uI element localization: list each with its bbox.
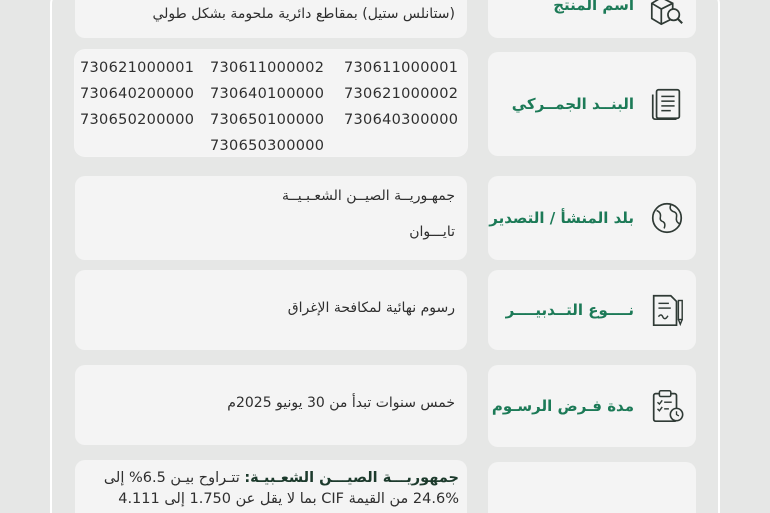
product-name-value-card	[75, 0, 467, 38]
duty-rates-line2: 24.6% من القيمة CIF بما لا يقل عن 1.750 إلى 4.111	[118, 491, 459, 507]
customs-code: 730640200000	[80, 86, 195, 102]
customs-codes-grid	[80, 58, 462, 156]
document-list-icon	[648, 85, 686, 123]
product-name-value: (ستانلس ستيل) بمقاطع دائرية ملحومة بشكل طولي	[152, 6, 455, 22]
origin-country-china: جمهـوريــة الصيــن الشعـبـيــة	[282, 188, 455, 204]
document-pen-icon	[648, 291, 686, 329]
customs-code: 730650200000	[80, 112, 195, 128]
origin-country-label: بلد المنشأ / التصدير	[489, 209, 634, 227]
duty-period-label: مدة فـرض الرسـوم	[491, 397, 634, 415]
magnifier-box-icon	[648, 0, 686, 28]
measure-type-value-card	[75, 270, 467, 350]
duty-rates-range: تتـراوح بيـن 6.5% إلى	[103, 470, 240, 486]
customs-code: 730611000002	[210, 60, 325, 76]
customs-code: 730650100000	[210, 112, 325, 128]
globe-icon	[648, 199, 686, 237]
product-name-label: اسم المنتج	[553, 0, 634, 14]
duty-period-value-card	[75, 365, 467, 445]
customs-code: 730621000002	[344, 86, 459, 102]
origin-country-label-card	[488, 176, 696, 260]
product-name-label-card	[488, 0, 696, 38]
measure-type-label: نــــوع التــدبيــــر	[505, 301, 634, 319]
customs-code: 730650300000	[210, 138, 325, 154]
customs-code: 730640100000	[210, 86, 325, 102]
customs-item-label: البنــد الجمــركي	[511, 95, 634, 113]
origin-country-taiwan: تايـــوان	[409, 224, 455, 240]
duty-rates-card	[75, 460, 467, 513]
duty-period-label-card	[488, 365, 696, 447]
customs-code: 730621000001	[80, 60, 195, 76]
duty-period-value: خمس سنوات تبدأ من 30 يونيو 2025م	[227, 395, 455, 411]
customs-item-label-card	[488, 52, 696, 156]
measure-type-value: رسوم نهائية لمكافحة الإغراق	[287, 300, 455, 316]
customs-code: 730640300000	[344, 112, 459, 128]
customs-code: 730611000001	[344, 60, 459, 76]
clipboard-clock-icon	[648, 387, 686, 425]
duty-rates-label-card	[488, 462, 696, 513]
origin-country-value-card	[75, 176, 467, 260]
duty-rates-line1	[83, 468, 459, 489]
duty-rates-country: جمهوريـــة الصيـــن الشعـبيـة:	[244, 470, 459, 486]
measure-type-label-card	[488, 270, 696, 350]
